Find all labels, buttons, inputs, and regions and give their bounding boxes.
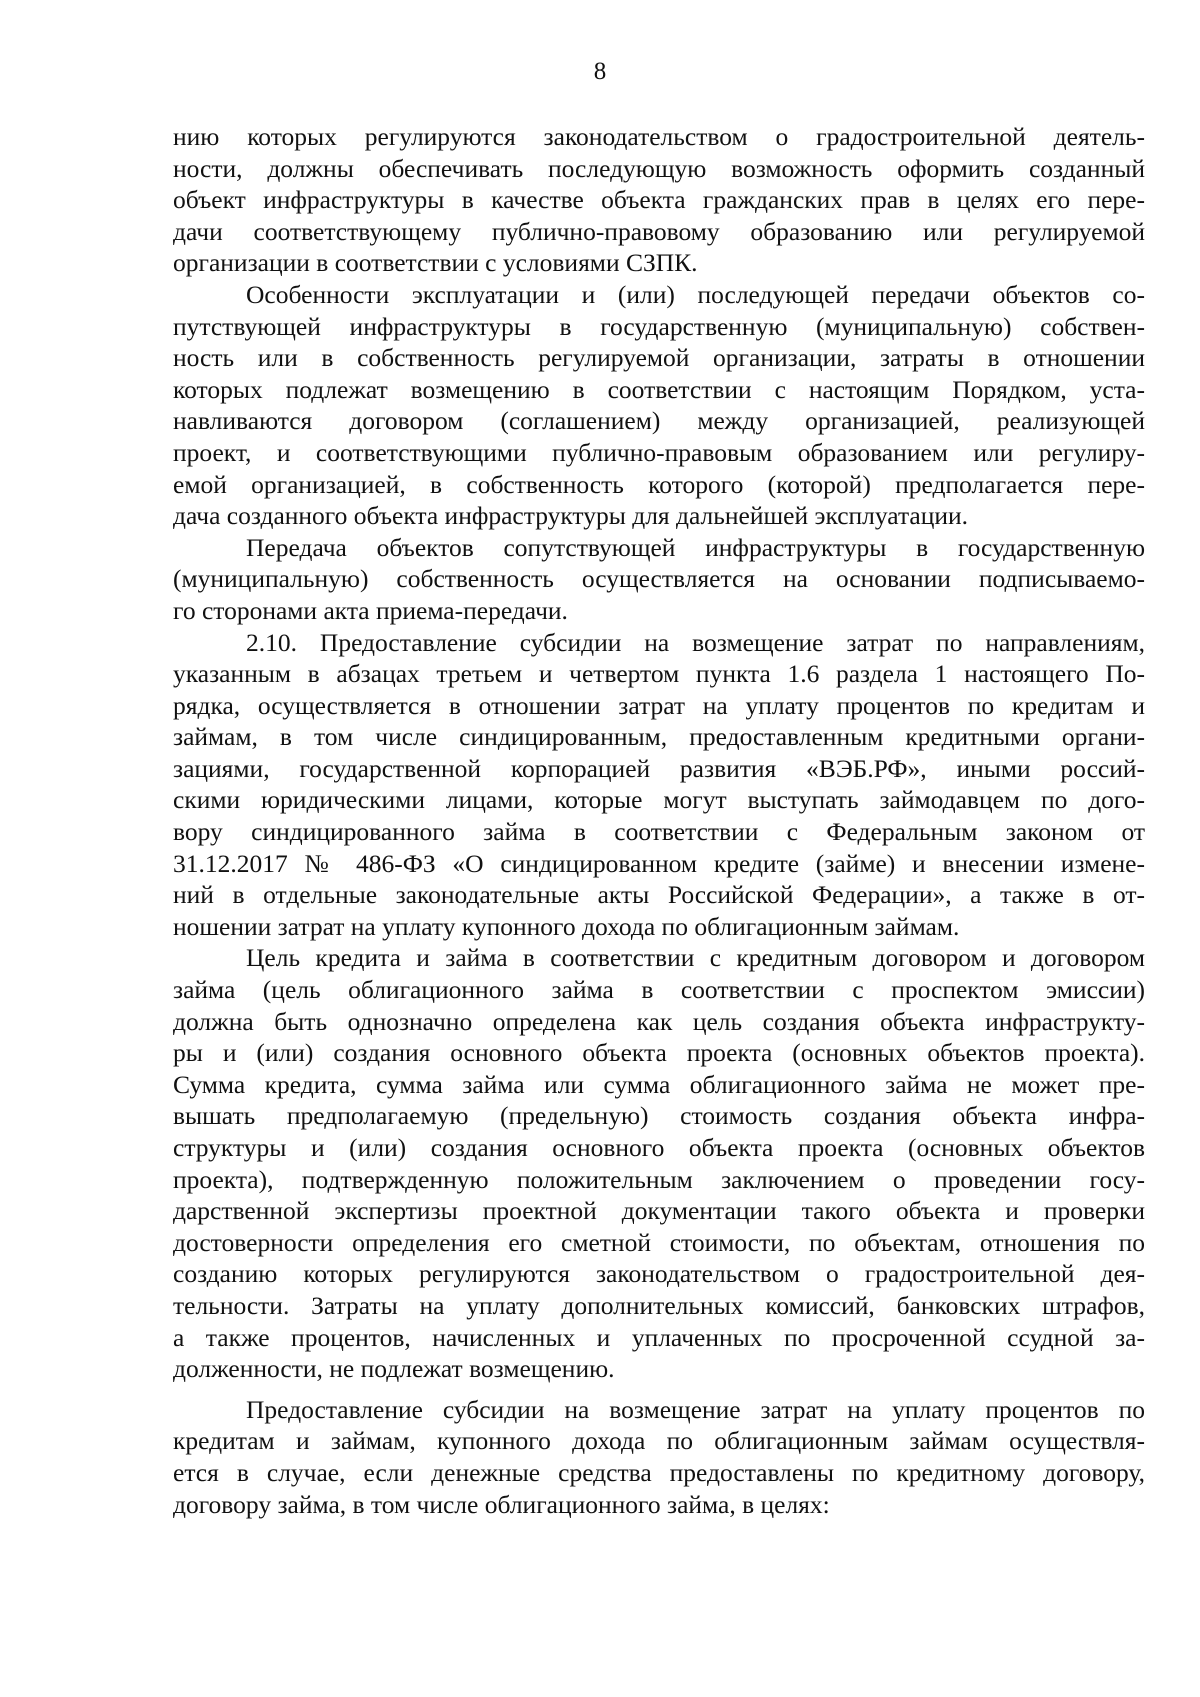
text-line: Цель кредита и займа в соответствии с кредитным договором и договором: [246, 943, 1145, 973]
text-line: путствующей инфраструктуры в государственную (муниципальную) собствен-: [173, 311, 1145, 341]
text-line: достоверности определения его сметной стоимости, по объектам, отношения по: [173, 1227, 1145, 1257]
text-line: договору займа, в том числе облигационного займа, в целях:: [173, 1489, 830, 1519]
text-line: ний в отдельные законодательные акты Российской Федерации», а также в от-: [173, 880, 1145, 910]
paragraph: [173, 121, 1145, 279]
text-line: займа (цель облигационного займа в соответствии с проспектом эмиссии): [173, 975, 1145, 1005]
paragraph-spacer: [173, 1385, 1145, 1394]
text-line: указанным в абзацах третьем и четвертом пункта 1.6 раздела 1 настоящего По-: [173, 659, 1145, 689]
paragraph: [173, 942, 1145, 1384]
paragraph: [173, 532, 1145, 627]
text-line: структуры и (или) создания основного объекта проекта (основных объектов: [173, 1133, 1145, 1162]
text-line: скими юридическими лицами, которые могут выступать займодавцем по дого-: [173, 785, 1145, 815]
text-line: нию которых регулируются законодательством о градостроительной деятель-: [173, 122, 1145, 151]
text-line: созданию которых регулируются законодательством о градостроительной дея-: [173, 1259, 1145, 1289]
text-line: Передача объектов сопутствующей инфраструктуры в государственную: [246, 532, 1145, 562]
text-line: ность или в собственность регулируемой организации, затраты в отношении: [173, 343, 1145, 373]
text-line: дачи соответствующему публично-правовому образованию или регулируемой: [173, 216, 1145, 246]
text-line: кредитам и займам, купонного дохода по облигационным займам осуществля-: [173, 1426, 1145, 1456]
text-line: го сторонами акта приема-передачи.: [173, 595, 568, 625]
paragraph: [173, 1394, 1145, 1520]
text-line: (муниципальную) собственность осуществляется на основании подписываемо-: [173, 564, 1145, 594]
paragraph: [173, 279, 1145, 532]
text-line: вору синдицированного займа в соответствии с Федеральным законом от: [173, 817, 1145, 847]
text-line: должна быть однозначно определена как цель создания объекта инфраструкту-: [173, 1006, 1145, 1036]
text-line: навливаются договором (соглашением) между организацией, реализующей: [173, 406, 1145, 436]
text-line: организации в соответствии с условиями СЗПК.: [173, 248, 698, 278]
page-number: 8: [593, 58, 607, 85]
text-line: тельности. Затраты на уплату дополнительных комиссий, банковских штрафов,: [173, 1290, 1145, 1320]
text-line: проекта), подтвержденную положительным заключением о проведении госу-: [173, 1164, 1145, 1194]
text-line: ности, должны обеспечивать последующую возможность оформить созданный: [173, 153, 1145, 183]
text-line: вышать предполагаемую (предельную) стоимость создания объекта инфра-: [173, 1101, 1145, 1131]
text-line: дача созданного объекта инфраструктуры для дальнейшей эксплуатации.: [173, 501, 969, 531]
paragraph: [173, 627, 1145, 943]
text-line: 2.10. Предоставление субсидии на возмещение затрат по направлениям,: [246, 627, 1145, 657]
text-line: объект инфраструктуры в качестве объекта гражданских прав в целях его пере-: [173, 185, 1145, 215]
text-line: емой организацией, в собственность которого (которой) предполагается пере-: [173, 469, 1145, 499]
text-line: рядка, осуществляется в отношении затрат на уплату процентов по кредитам и: [173, 690, 1145, 720]
text-line: а также процентов, начисленных и уплаченных по просроченной ссудной за-: [173, 1322, 1145, 1352]
text-line: Сумма кредита, сумма займа или сумма облигационного займа не может пре-: [173, 1069, 1145, 1099]
text-line: Предоставление субсидии на возмещение затрат на уплату процентов по: [246, 1394, 1145, 1424]
text-line: долженности, не подлежат возмещению.: [173, 1354, 615, 1384]
text-line: Особенности эксплуатации и (или) последующей передачи объектов со-: [246, 279, 1145, 309]
text-line: которых подлежат возмещению в соответствии с настоящим Порядком, уста-: [173, 374, 1145, 404]
text-line: ношении затрат на уплату купонного дохода по облигационным займам.: [173, 911, 960, 941]
text-line: дарственной экспертизы проектной документации такого объекта и проверки: [173, 1196, 1145, 1226]
text-line: проект, и соответствующими публично-правовым образованием или регулиру-: [173, 437, 1145, 467]
text-line: 31.12.2017 № 486-ФЗ «О синдицированном кредите (займе) и внесении измене-: [173, 848, 1145, 878]
document-body: [173, 121, 1145, 1520]
text-line: ры и (или) создания основного объекта проекта (основных объектов проекта).: [173, 1038, 1145, 1068]
text-line: зациями, государственной корпорацией развития «ВЭБ.РФ», иными россий-: [173, 753, 1145, 783]
text-line: займам, в том числе синдицированным, предоставленным кредитными органи-: [173, 722, 1145, 752]
text-line: ется в случае, если денежные средства предоставлены по кредитному договору,: [173, 1457, 1145, 1487]
